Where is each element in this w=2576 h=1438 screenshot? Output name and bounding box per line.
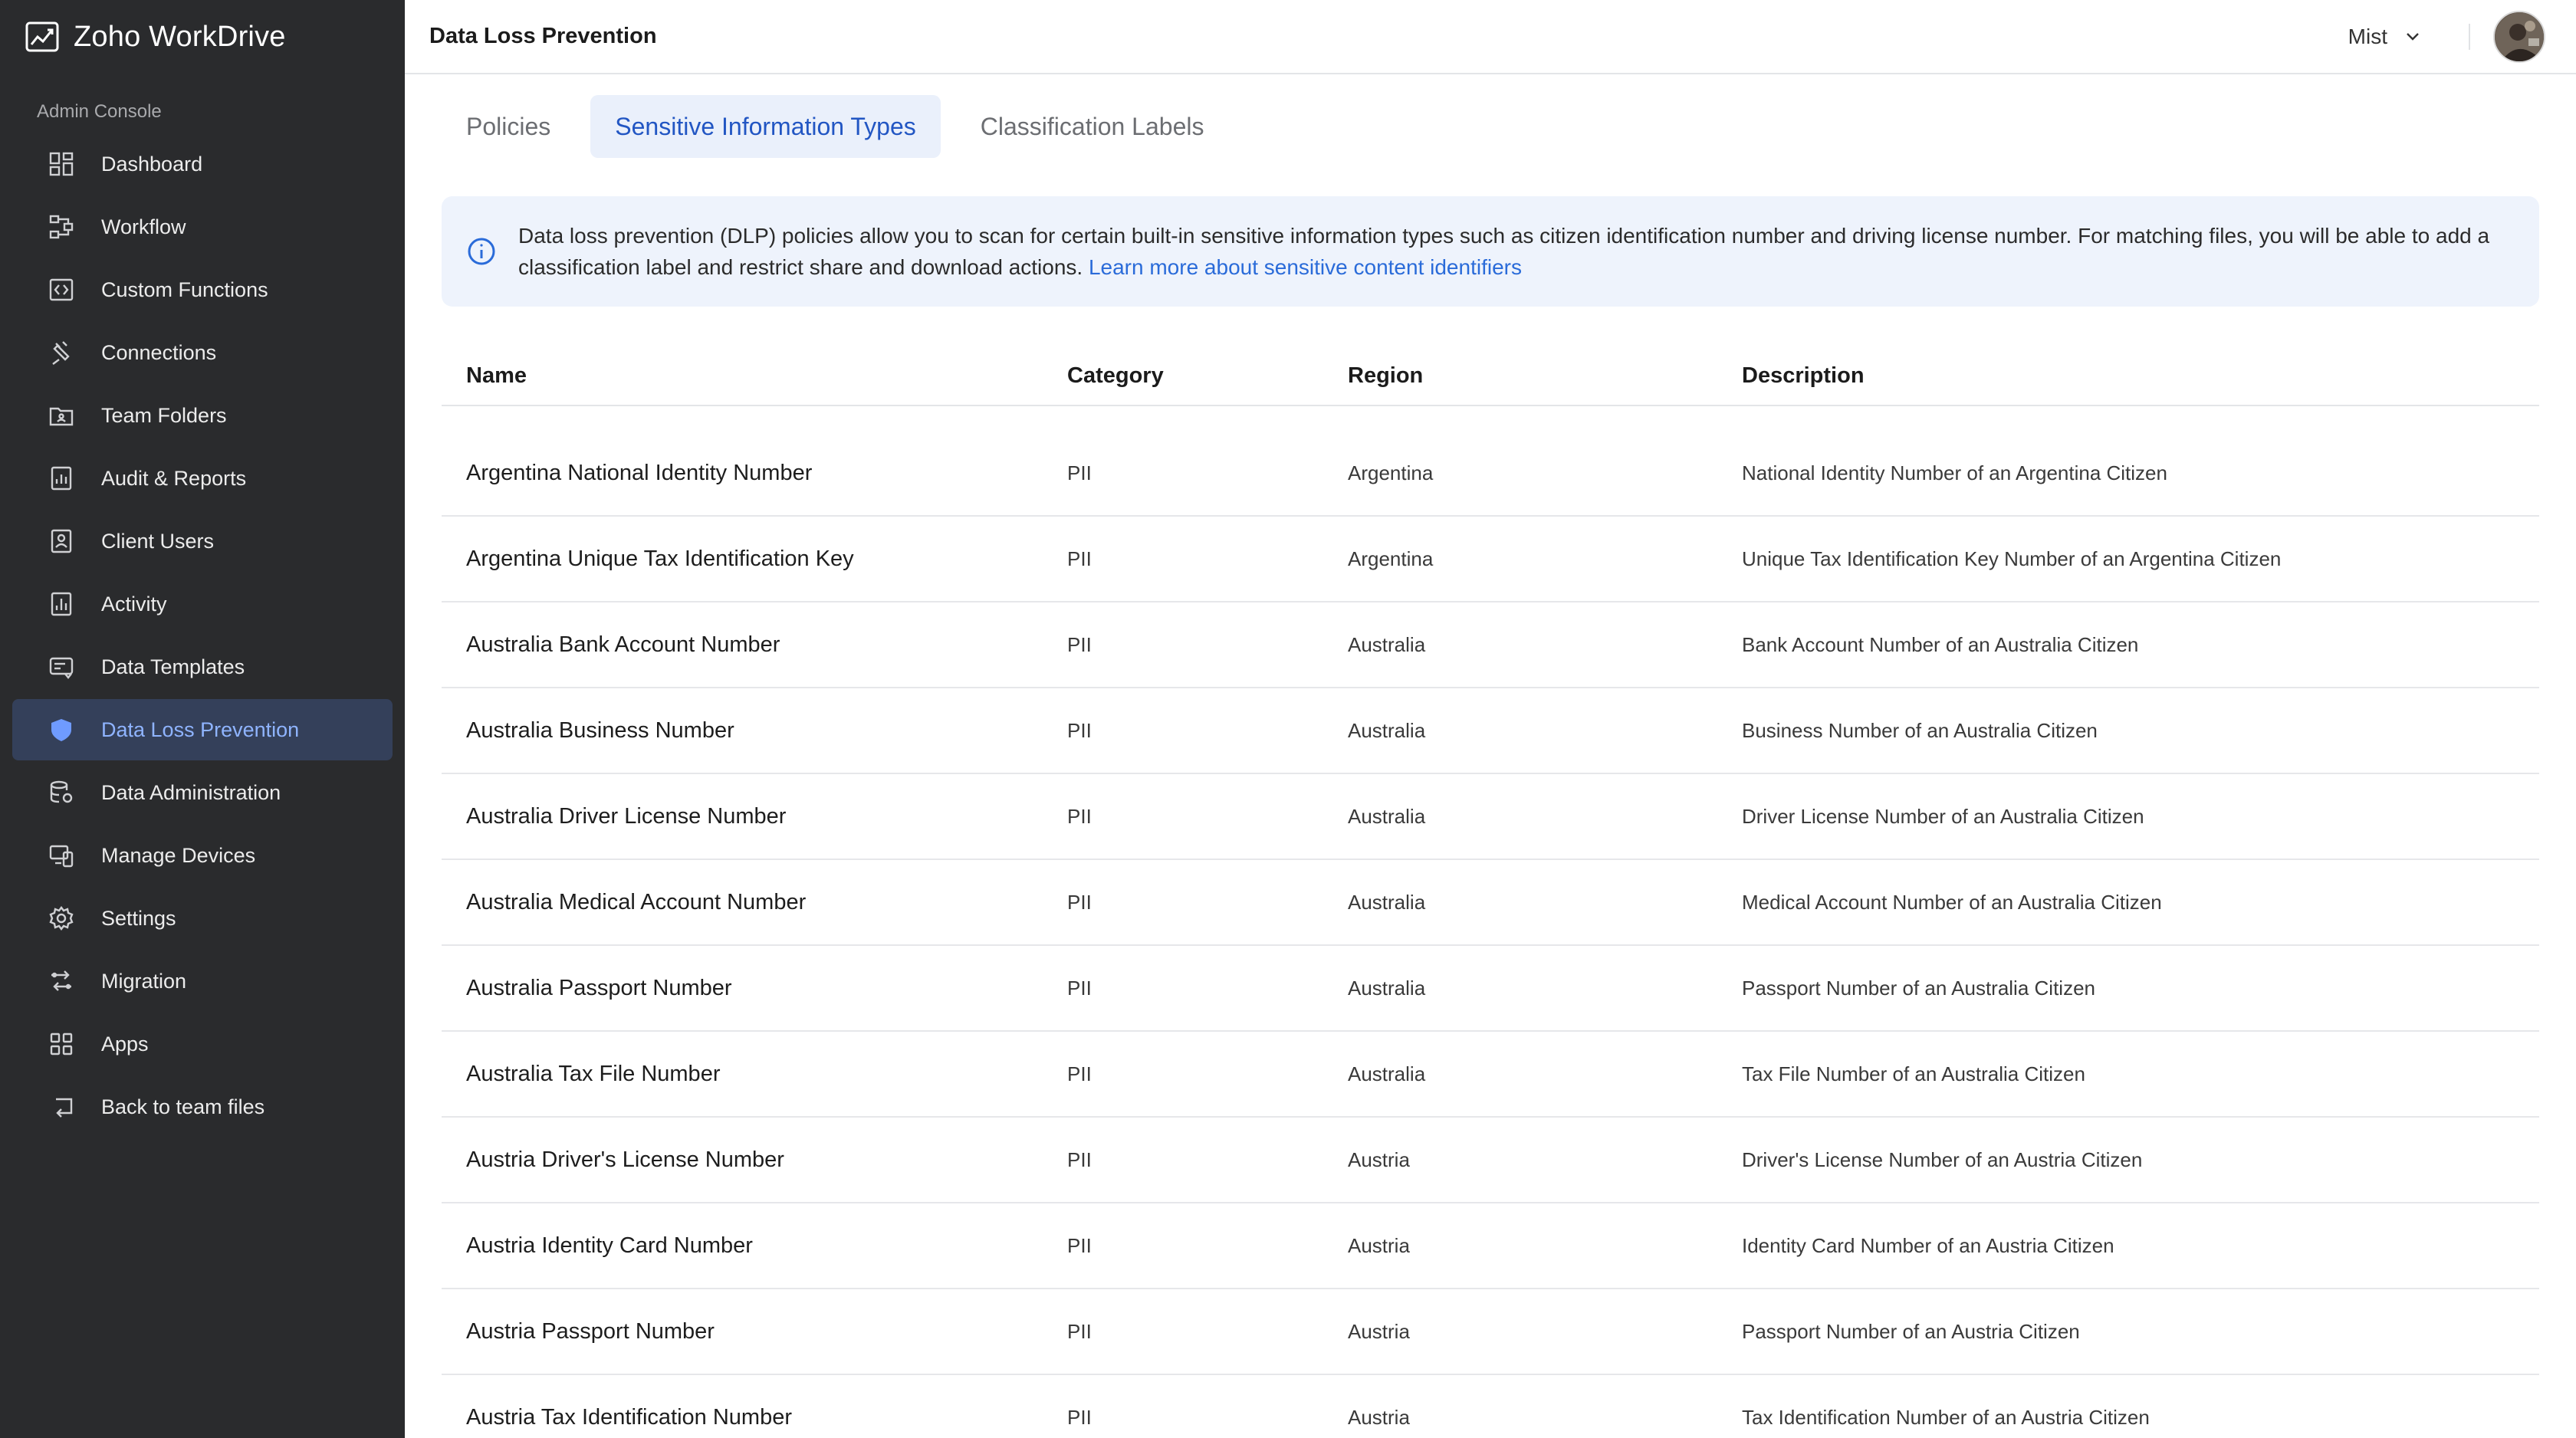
table-row[interactable]	[442, 860, 2539, 946]
migration-icon	[48, 967, 75, 995]
cell-description: Business Number of an Australia Citizen	[1742, 718, 2098, 742]
code-icon	[48, 276, 75, 304]
sidebar-item-label: Custom Functions	[101, 277, 268, 301]
devices-icon	[48, 842, 75, 869]
template-icon	[48, 653, 75, 681]
table-row[interactable]	[442, 602, 2539, 688]
tab-classification-labels[interactable]: Classification Labels	[980, 112, 1204, 140]
sidebar-item-label: Back to team files	[101, 1095, 265, 1118]
cell-description: Unique Tax Identification Key Number of an Argentina Citizen	[1742, 547, 2282, 570]
sidebar-item-activity[interactable]	[12, 573, 393, 635]
gear-icon	[48, 904, 75, 932]
cell-description: Passport Number of an Austria Citizen	[1742, 1319, 2080, 1343]
cell-category: PII	[1067, 1319, 1092, 1343]
table-row[interactable]	[442, 774, 2539, 860]
data-admin-icon	[48, 779, 75, 806]
cell-name: Argentina Unique Tax Identification Key	[466, 546, 854, 571]
cell-description: Tax Identification Number of an Austria Citizen	[1742, 1405, 2150, 1429]
top-header	[405, 0, 2576, 74]
chevron-down-icon[interactable]	[2403, 27, 2423, 47]
info-description: Data loss prevention (DLP) policies allow you to scan for certain built-in sensitive information types such as citizen identification number and driving license number. For matching files, you will be able to add a classification label and restrict share and download actions.	[518, 224, 2490, 279]
sidebar-item-label: Migration	[101, 969, 187, 993]
back-icon	[48, 1093, 75, 1121]
cell-region: Austria	[1348, 1405, 1410, 1429]
table-row[interactable]	[442, 688, 2539, 774]
sidebar-item-manage-devices[interactable]	[12, 825, 393, 886]
admin-console-label: Admin Console	[37, 101, 162, 122]
column-header-region: Region	[1348, 363, 1424, 388]
sidebar-item-migration[interactable]	[12, 950, 393, 1012]
sidebar	[0, 0, 405, 1438]
sidebar-item-dashboard[interactable]	[12, 133, 393, 195]
cell-region: Austria	[1348, 1233, 1410, 1257]
cell-category: PII	[1067, 804, 1092, 828]
cell-region: Argentina	[1348, 547, 1434, 570]
sidebar-item-settings[interactable]	[12, 888, 393, 949]
cell-region: Australia	[1348, 890, 1426, 914]
column-header-category: Category	[1067, 363, 1164, 388]
column-header-description: Description	[1742, 363, 1865, 388]
table-row[interactable]	[442, 1118, 2539, 1203]
sidebar-item-team-folders[interactable]	[12, 385, 393, 446]
table-row[interactable]	[442, 1375, 2539, 1438]
team-folder-icon	[48, 402, 75, 429]
sidebar-item-data-administration[interactable]	[12, 762, 393, 823]
table-row[interactable]	[442, 1032, 2539, 1118]
cell-description: Identity Card Number of an Austria Citizen	[1742, 1233, 2114, 1257]
info-text	[518, 220, 2509, 283]
cell-region: Australia	[1348, 718, 1426, 742]
cell-name: Australia Tax File Number	[466, 1061, 721, 1086]
avatar[interactable]	[2493, 11, 2545, 63]
sidebar-item-audit-reports[interactable]	[12, 448, 393, 509]
sidebar-item-label: Data Loss Prevention	[101, 717, 300, 741]
table-row[interactable]	[442, 1203, 2539, 1289]
cell-name: Austria Identity Card Number	[466, 1233, 753, 1258]
sidebar-item-label: Workflow	[101, 215, 186, 238]
table-row[interactable]	[442, 946, 2539, 1032]
cell-name: Austria Driver's License Number	[466, 1147, 784, 1172]
cell-category: PII	[1067, 1147, 1092, 1171]
sidebar-item-label: Apps	[101, 1032, 149, 1056]
cell-category: PII	[1067, 1405, 1092, 1429]
tab-sensitive-information-types[interactable]: Sensitive Information Types	[590, 95, 941, 158]
table-header	[442, 346, 2539, 406]
shield-icon	[48, 716, 75, 744]
table-body	[442, 406, 2539, 1438]
cell-name: Australia Business Number	[466, 717, 734, 743]
sidebar-item-label: Manage Devices	[101, 843, 256, 867]
sidebar-item-connections[interactable]	[12, 322, 393, 383]
cell-description: Bank Account Number of an Australia Citizen	[1742, 632, 2139, 656]
sidebar-item-label: Activity	[101, 592, 167, 616]
client-user-icon	[48, 527, 75, 555]
cell-name: Australia Bank Account Number	[466, 632, 780, 657]
cell-region: Australia	[1348, 1062, 1426, 1085]
cell-description: Tax File Number of an Australia Citizen	[1742, 1062, 2085, 1085]
cell-category: PII	[1067, 976, 1092, 1000]
sidebar-item-client-users[interactable]	[12, 511, 393, 572]
table-row[interactable]	[442, 1289, 2539, 1375]
sidebar-item-label: Client Users	[101, 529, 215, 553]
dlp-tabs	[442, 95, 1228, 158]
cell-name: Austria Tax Identification Number	[466, 1404, 793, 1430]
sidebar-item-label: Settings	[101, 906, 176, 930]
info-banner	[442, 196, 2539, 307]
sidebar-item-custom-functions[interactable]	[12, 259, 393, 320]
cell-category: PII	[1067, 718, 1092, 742]
page-title: Data Loss Prevention	[429, 24, 657, 48]
activity-icon	[48, 590, 75, 618]
apps-icon	[48, 1030, 75, 1058]
cell-category: PII	[1067, 1233, 1092, 1257]
cell-region: Austria	[1348, 1319, 1410, 1343]
cell-region: Argentina	[1348, 461, 1434, 484]
cell-region: Australia	[1348, 804, 1426, 828]
sidebar-nav	[0, 133, 405, 1138]
info-icon	[466, 235, 498, 268]
brand[interactable]	[0, 0, 405, 74]
tab-policies[interactable]: Policies	[466, 112, 551, 140]
workdrive-logo-icon	[25, 21, 60, 53]
learn-more-link[interactable]: Learn more about sensitive content identifiers	[1088, 255, 1522, 279]
sidebar-item-data-loss-prevention[interactable]	[12, 699, 393, 760]
cell-name: Austria Passport Number	[466, 1318, 715, 1344]
dashboard-icon	[48, 150, 75, 178]
cell-description: Driver's License Number of an Austria Citizen	[1742, 1147, 2143, 1171]
cell-name: Australia Medical Account Number	[466, 889, 807, 914]
cell-category: PII	[1067, 461, 1092, 484]
user-menu	[2348, 0, 2545, 74]
sidebar-item-label: Connections	[101, 340, 217, 364]
sidebar-item-workflow[interactable]	[12, 196, 393, 258]
cell-category: PII	[1067, 547, 1092, 570]
cell-description: Medical Account Number of an Australia Citizen	[1742, 890, 2162, 914]
table-row[interactable]	[442, 431, 2539, 517]
sidebar-item-label: Data Administration	[101, 780, 281, 804]
cell-name: Australia Driver License Number	[466, 803, 787, 829]
cell-category: PII	[1067, 890, 1092, 914]
cell-name: Argentina National Identity Number	[466, 460, 813, 485]
report-icon	[48, 465, 75, 492]
sidebar-item-label: Team Folders	[101, 403, 227, 427]
workflow-icon	[48, 213, 75, 241]
cell-category: PII	[1067, 632, 1092, 656]
cell-region: Australia	[1348, 976, 1426, 1000]
cell-region: Austria	[1348, 1147, 1410, 1171]
cell-description: National Identity Number of an Argentina Citizen	[1742, 461, 2167, 484]
cell-category: PII	[1067, 1062, 1092, 1085]
cell-description: Passport Number of an Australia Citizen	[1742, 976, 2095, 1000]
table-row[interactable]	[442, 517, 2539, 602]
sensitive-info-types-table	[442, 346, 2539, 1438]
sidebar-item-apps[interactable]	[12, 1013, 393, 1075]
sidebar-item-label: Dashboard	[101, 152, 203, 176]
brand-name: Zoho WorkDrive	[74, 20, 286, 53]
user-name-dropdown[interactable]: Mist	[2348, 25, 2387, 48]
plug-icon	[48, 339, 75, 366]
sidebar-item-back-to-team-files[interactable]	[12, 1076, 393, 1138]
header-divider	[2469, 24, 2470, 50]
cell-name: Australia Passport Number	[466, 975, 732, 1000]
cell-region: Australia	[1348, 632, 1426, 656]
column-header-name: Name	[466, 363, 527, 388]
cell-description: Driver License Number of an Australia Citizen	[1742, 804, 2144, 828]
sidebar-item-label: Audit & Reports	[101, 466, 247, 490]
sidebar-item-label: Data Templates	[101, 655, 245, 678]
sidebar-item-data-templates[interactable]	[12, 636, 393, 698]
